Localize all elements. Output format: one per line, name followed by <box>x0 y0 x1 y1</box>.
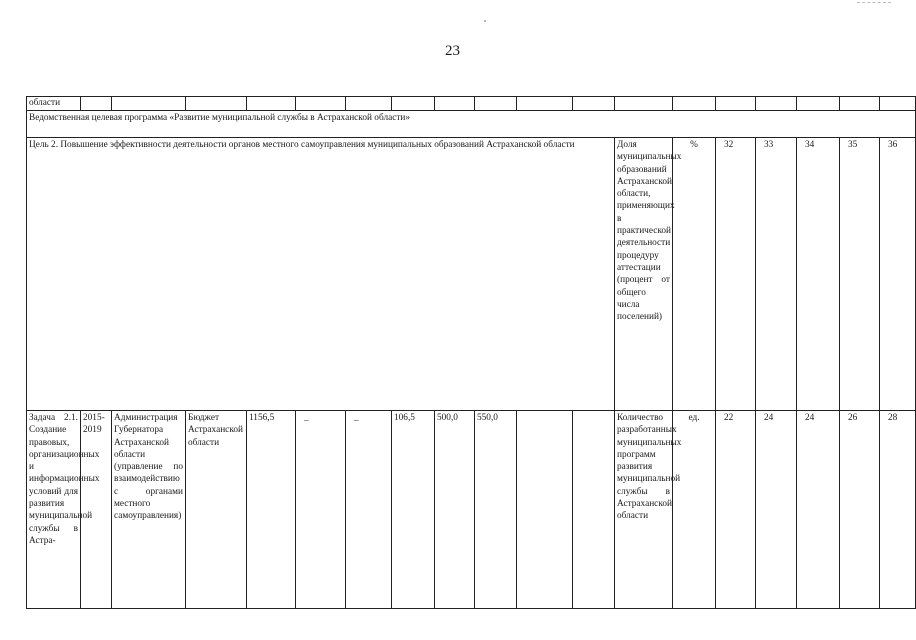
goal-value: 35 <box>840 138 880 411</box>
empty-cell <box>797 97 840 111</box>
continuation-cell: области <box>27 97 81 111</box>
program-title-row <box>27 111 916 138</box>
empty-cell <box>247 97 296 111</box>
empty-cell <box>346 97 392 111</box>
funding-value: 500,0 <box>435 411 475 609</box>
funding-value: _ <box>296 411 346 609</box>
task-value: 24 <box>756 411 797 609</box>
page-number: 23 <box>445 43 460 59</box>
task-value: 26 <box>840 411 880 609</box>
goal-unit: % <box>673 138 716 411</box>
empty-cell <box>296 97 346 111</box>
empty-cell <box>840 97 880 111</box>
task-value: 28 <box>880 411 916 609</box>
empty-cell <box>435 97 475 111</box>
program-title: Ведомственная целевая программа «Развитие муниципальной службы в Астраханской области» <box>27 111 916 138</box>
empty-cell <box>186 97 247 111</box>
task-source: Бюджет Астраханской области <box>186 411 247 609</box>
goal-value: 32 <box>716 138 756 411</box>
program-table <box>26 96 916 609</box>
empty-cell <box>716 97 756 111</box>
funding-total: 1156,5 <box>247 411 296 609</box>
task-row <box>27 411 916 609</box>
task-value: 24 <box>797 411 840 609</box>
scan-dot <box>484 20 486 22</box>
continuation-row <box>27 97 916 111</box>
empty-cell <box>673 97 716 111</box>
empty-cell <box>392 97 435 111</box>
empty-cell <box>475 97 517 111</box>
goal-row <box>27 138 916 411</box>
empty-cell <box>573 97 615 111</box>
empty-cell <box>615 97 673 111</box>
funding-value: _ <box>346 411 392 609</box>
empty-cell <box>880 97 916 111</box>
empty-cell <box>112 97 186 111</box>
goal-text: Цель 2. Повышение эффективности деятельности органов местного самоуправления муниципальных образований Астраханской области <box>27 138 615 411</box>
scan-mark <box>857 2 891 3</box>
empty-cell <box>517 97 573 111</box>
task-executor: Администрация Губернатора Астраханской области (управление по взаимодействию с органами местного самоуправления) <box>112 411 186 609</box>
goal-value: 33 <box>756 138 797 411</box>
task-value: 22 <box>716 411 756 609</box>
empty-cell <box>756 97 797 111</box>
goal-value: 34 <box>797 138 840 411</box>
task-period: 2015-2019 <box>81 411 112 609</box>
task-unit: ед. <box>673 411 716 609</box>
funding-value: 550,0 <box>475 411 517 609</box>
empty-cell <box>517 411 573 609</box>
task-name: Задача 2.1. Создание правовых, организационных и информационных условий для развития муниципальной службы в Астра- <box>27 411 81 609</box>
goal-indicator: Доля муниципальных образований Астраханской области, применяющих в практической деятельности процедуру аттестации (процент от общего числа поселений) <box>615 138 673 411</box>
funding-value: 106,5 <box>392 411 435 609</box>
empty-cell <box>81 97 112 111</box>
task-indicator: Количество разработанных муниципальных программ развития муниципальной службы в Астраханской области <box>615 411 673 609</box>
goal-value: 36 <box>880 138 916 411</box>
empty-cell <box>573 411 615 609</box>
